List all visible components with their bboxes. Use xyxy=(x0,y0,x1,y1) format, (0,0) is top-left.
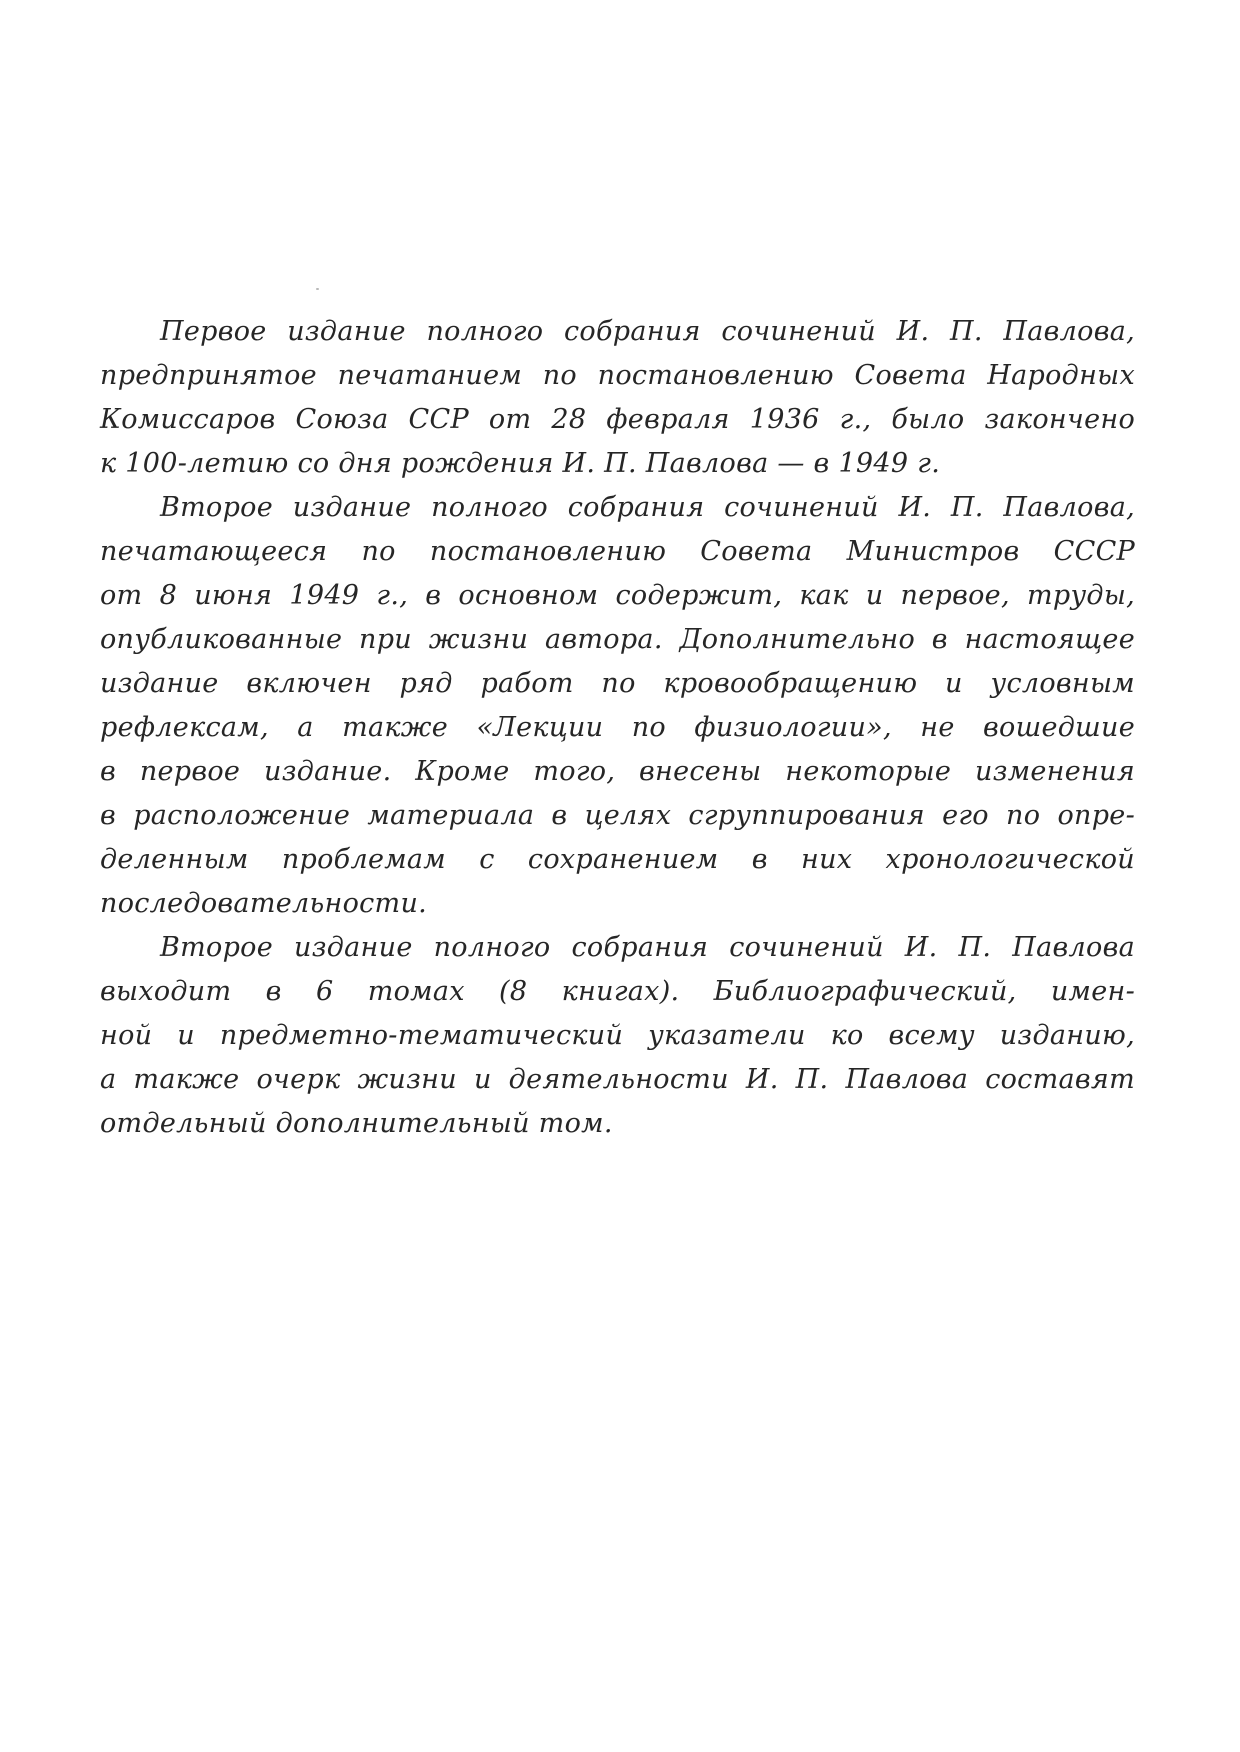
text-line: последовательности. xyxy=(100,888,428,919)
text-line: отдельный дополнительный том. xyxy=(100,1108,613,1139)
scan-speck xyxy=(316,288,319,290)
text-line: деленным проблемам с сохранением в них хронологической xyxy=(100,844,1135,875)
text-line: издание включен ряд работ по кровообращению и условным xyxy=(100,668,1135,699)
text-line: Второе издание полного собрания сочинений И. П. Павлова xyxy=(160,932,1135,963)
text-line: ной и предметно-тематический указатели ко всему изданию, xyxy=(100,1020,1135,1051)
text-line: в первое издание. Кроме того, внесены некоторые изменения xyxy=(100,756,1135,787)
text-line: предпринятое печатанием по постановлению Совета Народных xyxy=(100,360,1135,391)
text-line: Второе издание полного собрания сочинений И. П. Павлова, xyxy=(160,492,1135,523)
text-line: от 8 июня 1949 г., в основном содержит, как и первое, труды, xyxy=(100,580,1135,611)
text-line: Комиссаров Союза ССР от 28 февраля 1936 г., было закончено xyxy=(100,404,1135,435)
text-line: в расположение материала в целях сгруппирования его по опре- xyxy=(100,800,1135,831)
text-line: рефлексам, а также «Лекции по физиологии», не вошедшие xyxy=(100,712,1135,743)
text-line: печатающееся по постановлению Совета Министров СССР xyxy=(100,536,1135,567)
text-line: Первое издание полного собрания сочинений И. П. Павлова, xyxy=(160,316,1135,347)
text-line: а также очерк жизни и деятельности И. П. Павлова составят xyxy=(100,1064,1135,1095)
text-line: опубликованные при жизни автора. Дополнительно в настоящее xyxy=(100,624,1135,655)
text-line: выходит в 6 томах (8 книгах). Библиографический, имен- xyxy=(100,976,1135,1007)
text-line: к 100-летию со дня рождения И. П. Павлова — в 1949 г. xyxy=(100,448,941,479)
